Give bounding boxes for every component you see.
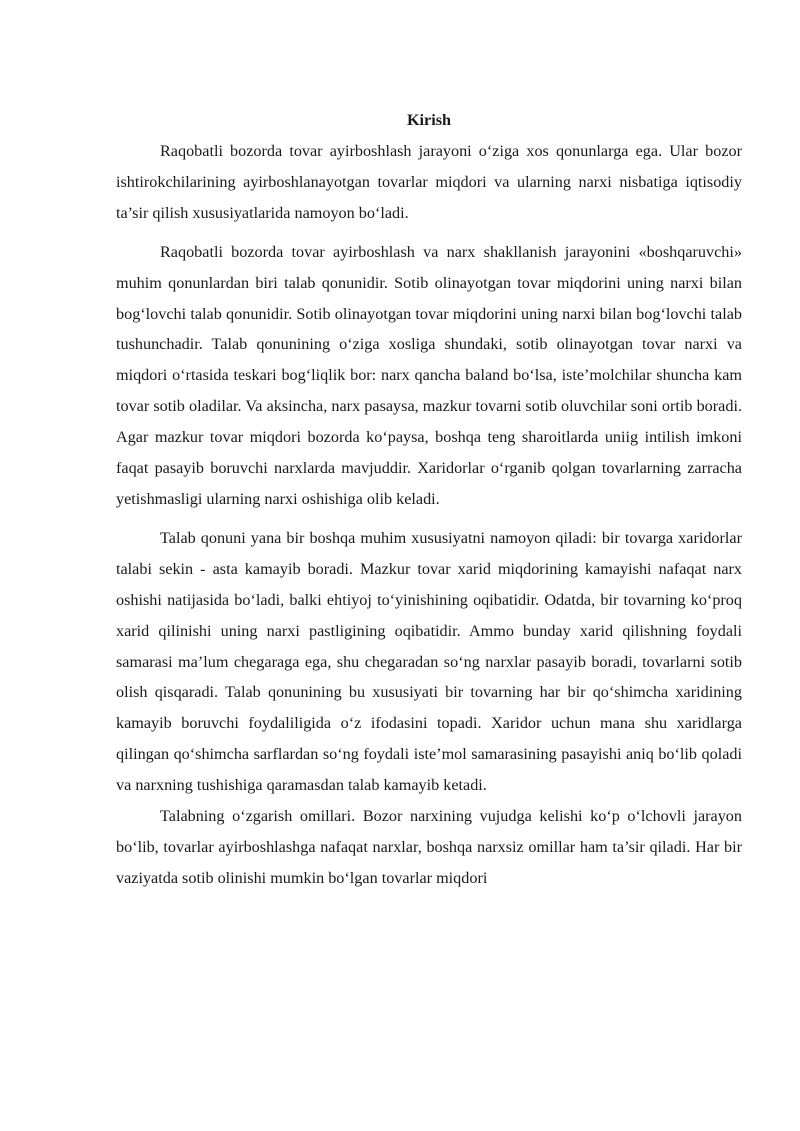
section-title: Kirish <box>406 111 452 129</box>
document-page <box>116 108 742 894</box>
paragraph-3: Talab qonuni yana bir boshqa muhim xususiyatni namoyon qiladi: bir tovarga xaridorlar talabi sekin - asta kamayib boradi. Mazkur tovar xarid miqdorining kamayishi nafaqat narx oshishi natijasida bo‘ladi, balki ehtiyoj to‘yinishining oqibatidir. Odatda, bir tovarning ko‘proq xarid qilinishi uning narxi pastligining oqibatidir. Ammo bunday xarid qilishning foydali samarasi ma’lum chegaraga ega, shu chegaradan so‘ng narxlar pasayib boradi, tovarlarni sotib olish qisqaradi. Talab qonunining bu xususiyati bir tovarning har bir qo‘shimcha xaridining kamayib boruvchi foydaliligida o‘z ifodasini topadi. Xaridor uchun mana shu xaridlarga qilingan qo‘shimcha sarflardan so‘ng foydali iste’mol samarasining pasayishi aniq bo‘lib qoladi va narxning tushishiga qaramasdan talab kamayib ketadi. <box>116 528 742 795</box>
paragraph-1: Raqobatli bozorda tovar ayirboshlash jarayoni o‘ziga xos qonunlarga ega. Ular bozor ishtirokchilarining ayirboshlanayotgan tovarlar miqdori va ularning narxi nisbatiga iqtisodiy ta’sir qilish xususiyatlarida namoyon bo‘ladi. <box>116 142 742 222</box>
paragraph-2: Raqobatli bozorda tovar ayirboshlash va narx shakllanish jarayonini «boshqaruvchi» muhim qonunlardan biri talab qonunidir. Sotib olinayotgan tovar miqdorini uning narxi bilan bog‘lovchi talab qonunidir. Sotib olinayotgan tovar miqdorini uning narxi bilan bog‘lovchi talab tushunchadir. Talab qonunining o‘ziga xosliga shundaki, sotib olinayotgan tovar narxi va miqdori o‘rtasida teskari bog‘liqlik bor: narx qancha baland bo‘lsa, iste’molchilar shuncha kam tovar sotib oladilar. Va aksincha, narx pasaysa, mazkur tovarni sotib oluvchilar soni ortib boradi. Agar mazkur tovar miqdori bozorda ko‘paysa, boshqa teng sharoitlarda uniig intilish imkoni faqat pasayib boruvchi narxlarda mavjuddir. Xaridorlar o‘rganib qolgan tovarlarning zarracha yetishmasligi ularning narxi oshishiga olib keladi. <box>116 242 742 508</box>
paragraph-4: Talabning o‘zgarish omillari. Bozor narxining vujudga kelishi ko‘p o‘lchovli jarayon bo‘lib, tovarlar ayirboshlashga nafaqat narxlar, boshqa narxsiz omillar ham ta’sir qiladi. Har bir vaziyatda sotib olinishi mumkin bo‘lgan tovarlar miqdori <box>116 807 742 887</box>
